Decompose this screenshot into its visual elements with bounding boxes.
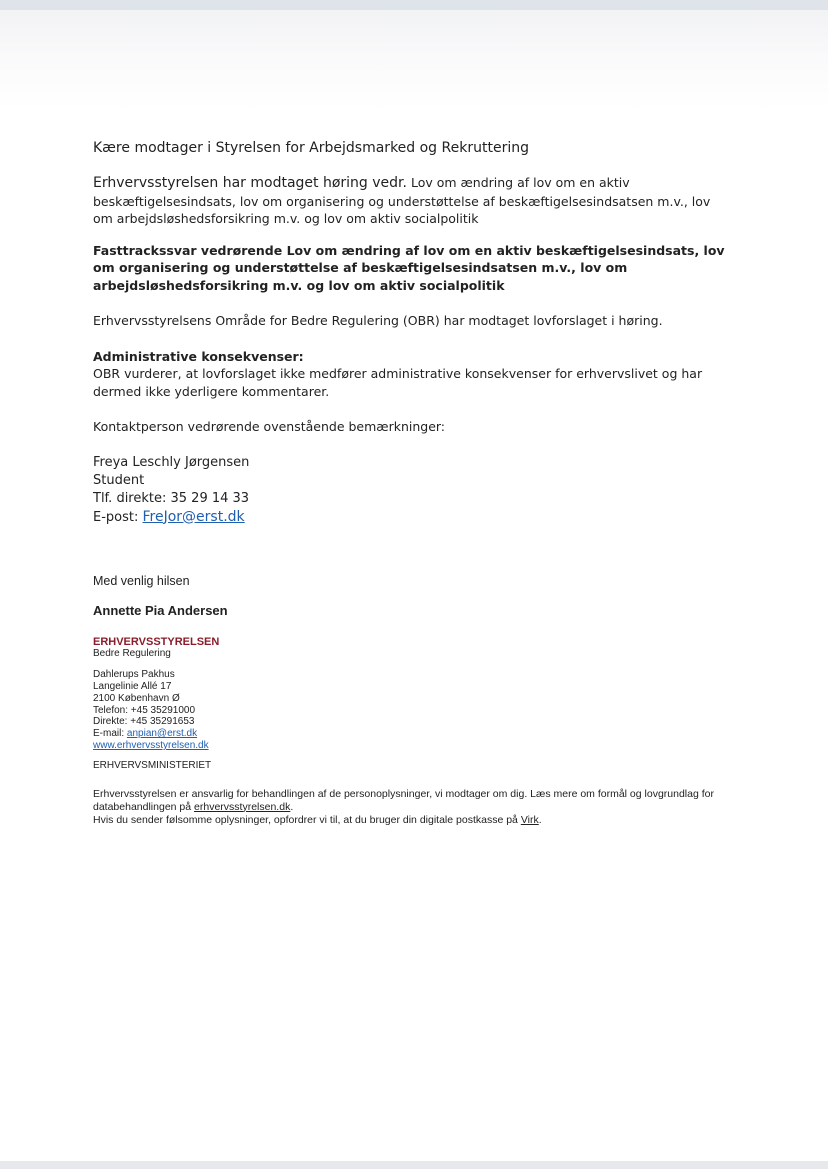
contact-intro: Kontaktperson vedrørende ovenstående bemærkninger: bbox=[93, 419, 446, 434]
intro-lead: Erhvervsstyrelsen har modtaget høring vedr. bbox=[93, 175, 407, 191]
closing-block bbox=[93, 574, 733, 618]
org-unit: Bedre Regulering bbox=[93, 647, 171, 659]
contact-title: Student bbox=[93, 472, 145, 488]
privacy-notice bbox=[93, 788, 733, 827]
org-website-link[interactable]: www.erhvervsstyrelsen.dk bbox=[93, 740, 209, 752]
admin-section bbox=[93, 348, 733, 401]
scan-shadow-bottom bbox=[0, 1161, 828, 1169]
intro-rest: Lov om ændring af lov om en aktiv beskæftigelsesindsats, lov om organisering og understøttelse af beskæftigelsesindsatsen m.v., lov om arbejdsløshedsforsikring m.v. og lov om aktiv socialpolitik bbox=[93, 175, 711, 226]
admin-text: OBR vurderer, at lovforslaget ikke medfører administrative konsekvenser for erhvervslivet og har dermed ikke yderligere kommentarer. bbox=[93, 366, 703, 399]
closing-text: Med venlig hilsen bbox=[93, 573, 190, 588]
org-phone: Telefon: +45 35291000 bbox=[93, 704, 196, 716]
org-email-line bbox=[93, 728, 733, 740]
contact-block bbox=[93, 454, 733, 527]
contact-email-line bbox=[93, 508, 733, 527]
contact-email-label: E-post: bbox=[93, 509, 139, 525]
org-signature bbox=[93, 636, 733, 827]
privacy-period-2: . bbox=[538, 813, 542, 826]
org-email-label: E-mail: bbox=[93, 728, 125, 740]
response-heading: Fasttrackssvar vedrørende Lov om ændring af lov om en aktiv beskæftigelsesindsats, lov om organisering og understøttelse af beskæftigelsesindsatsen m.v., lov om arbejdsløshedsforsikring m.v. og lov om aktiv socialpolitik bbox=[93, 242, 725, 293]
scan-shadow-top bbox=[0, 0, 828, 110]
contact-name: Freya Leschly Jørgensen bbox=[93, 454, 250, 470]
privacy-text-1: Erhvervsstyrelsen er ansvarlig for behandlingen af de personoplysninger, vi modtager om dig. Læs mere om formål og lovgrundlag for databehandlingen på bbox=[93, 787, 714, 813]
privacy-link-website[interactable]: erhvervsstyrelsen.dk bbox=[194, 800, 291, 813]
privacy-line-1 bbox=[93, 788, 733, 814]
obr-paragraph: Erhvervsstyrelsens Område for Bedre Regulering (OBR) har modtaget lovforslaget i høring. bbox=[93, 313, 663, 328]
org-address-2: Langelinie Allé 17 bbox=[93, 681, 172, 693]
greeting: Kære modtager i Styrelsen for Arbejdsmarked og Rekruttering bbox=[93, 140, 529, 156]
letter-body bbox=[93, 138, 733, 827]
ministry-name: ERHVERVSMINISTERIET bbox=[93, 759, 212, 771]
org-address bbox=[93, 669, 733, 752]
org-name: ERHVERVSSTYRELSEN bbox=[93, 635, 220, 648]
contact-phone: Tlf. direkte: 35 29 14 33 bbox=[93, 490, 250, 506]
privacy-period-1: . bbox=[290, 800, 294, 813]
signer-name: Annette Pia Andersen bbox=[93, 602, 228, 618]
privacy-link-virk[interactable]: Virk bbox=[520, 813, 539, 826]
intro-paragraph bbox=[93, 174, 733, 228]
scan-edge bbox=[0, 0, 828, 10]
privacy-text-2: Hvis du sender følsomme oplysninger, opfordrer vi til, at du bruger din digitale postkasse på bbox=[93, 813, 518, 826]
admin-label: Administrative konsekvenser: bbox=[93, 348, 304, 364]
privacy-line-2 bbox=[93, 814, 733, 827]
org-address-1: Dahlerups Pakhus bbox=[93, 669, 175, 681]
org-email-link[interactable]: anpian@erst.dk bbox=[126, 728, 198, 740]
org-direct-phone: Direkte: +45 35291653 bbox=[93, 716, 195, 728]
org-address-3: 2100 København Ø bbox=[93, 692, 180, 704]
contact-email-link[interactable]: FreJor@erst.dk bbox=[142, 508, 245, 525]
